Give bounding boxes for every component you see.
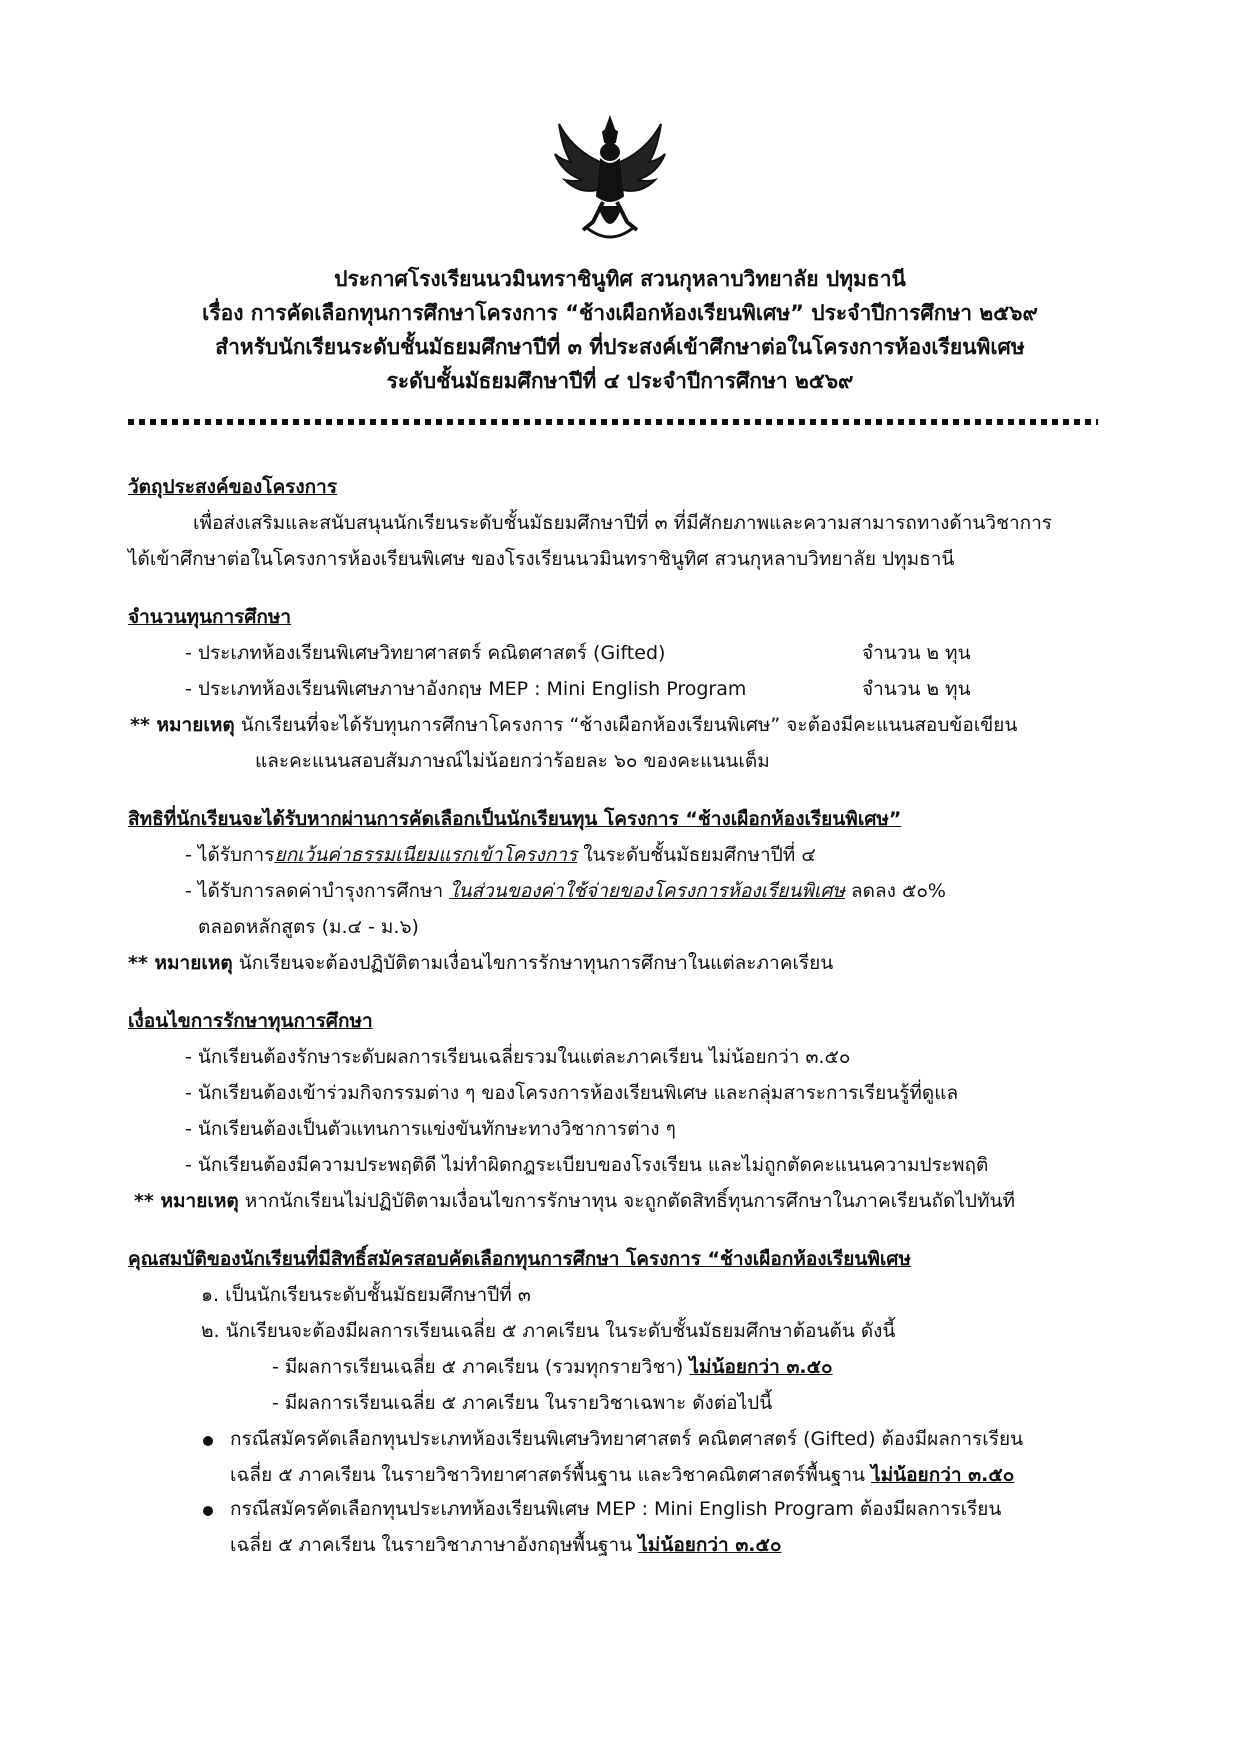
condition-item-1: - นักเรียนต้องรักษาระดับผลการเรียนเฉลี่ยรวมในแต่ละภาคเรียน ไม่น้อยกว่า ๓.๕๐ (185, 1046, 851, 1068)
header-line-4: ระดับชั้นมัธยมศึกษาปีที่ ๔ ประจำปีการศึกษา ๒๕๖๙ (386, 369, 854, 393)
qualification-bullet-2-pre: เฉลี่ย ๕ ภาคเรียน ในรายวิชาภาษาอังกฤษพื้นฐาน (230, 1534, 639, 1556)
note-label: ** หมายเหตุ (130, 714, 235, 736)
rights-note (128, 950, 833, 976)
rights-item-1 (185, 842, 816, 868)
scholarships-heading: จำนวนทุนการศึกษา (128, 606, 292, 628)
qualification-bullet-2-line-2 (230, 1532, 782, 1558)
header-line-3: สำหรับนักเรียนระดับชั้นมัธยมศึกษาปีที่ ๓ ที่ประสงค์เข้าศึกษาต่อในโครงการห้องเรียนพิเศษ (215, 335, 1025, 359)
qualification-sub-1 (272, 1354, 833, 1380)
rights-heading: สิทธิที่นักเรียนจะได้รับหากผ่านการคัดเลือกเป็นนักเรียนทุน โครงการ “ช้างเผือกห้องเรียนพิเศษ” (128, 808, 902, 830)
qualification-item-2: ๒. นักเรียนจะต้องมีผลการเรียนเฉลี่ย ๕ ภาคเรียน ในระดับชั้นมัธยมศึกษาต้อนต้น ดังนี้ (201, 1320, 896, 1342)
qualification-bullet-1-line-2 (230, 1462, 1014, 1488)
bullet-icon (203, 1436, 213, 1446)
condition-item-2: - นักเรียนต้องเข้าร่วมกิจกรรมต่าง ๆ ของโครงการห้องเรียนพิเศษ และกลุ่มสาระการเรียนรู้ที่ดูแล (185, 1082, 959, 1104)
scholarships-note-line-2: และคะแนนสอบสัมภาษณ์ไม่น้อยกว่าร้อยละ ๖๐ ของคะแนนเต็ม (255, 750, 770, 772)
conditions-heading: เงื่อนไขการรักษาทุนการศึกษา (128, 1010, 373, 1032)
rights-item-2-pre: - ได้รับการลดค่าบำรุงการศึกษา (185, 880, 450, 902)
qualification-item-1: ๑. เป็นนักเรียนระดับชั้นมัธยมศึกษาปีที่ ๓ (201, 1284, 531, 1306)
bullet-icon (203, 1506, 213, 1516)
scholarship-item-gifted: - ประเภทห้องเรียนพิเศษวิทยาศาสตร์ คณิตศาสตร์ (Gifted) (185, 642, 666, 664)
note-text: นักเรียนที่จะได้รับทุนการศึกษาโครงการ “ช้างเผือกห้องเรียนพิเศษ” จะต้องมีคะแนนสอบข้อเขียน (234, 714, 1018, 736)
note-label: ** หมายเหตุ (134, 1190, 239, 1212)
note-text: นักเรียนจะต้องปฏิบัติตามเงื่อนไขการรักษาทุนการศึกษาในแต่ละภาคเรียน (232, 952, 834, 974)
rights-item-2-line-2: ตลอดหลักสูตร (ม.๔ - ม.๖) (198, 916, 419, 938)
qualification-bullet-1-line-1: กรณีสมัครคัดเลือกทุนประเภทห้องเรียนพิเศษวิทยาศาสตร์ คณิตศาสตร์ (Gifted) ต้องมีผลการเรียน (230, 1428, 1024, 1450)
qualification-bullet-1-emphasis: ไม่น้อยกว่า ๓.๕๐ (871, 1464, 1015, 1486)
header-line-1: ประกาศโรงเรียนนวมินทราชินูทิศ สวนกุหลาบวิทยาลัย ปทุมธานี (334, 267, 906, 291)
rights-item-2 (185, 878, 946, 904)
objective-line-2: ได้เข้าศึกษาต่อในโครงการห้องเรียนพิเศษ ของโรงเรียนนวมินทราชินูทิศ สวนกุหลาบวิทยาลัย ปทุมธานี (128, 548, 955, 570)
rights-item-1-emphasis: ยกเว้นค่าธรรมเนียมแรกเข้าโครงการ (274, 844, 578, 866)
note-text: หากนักเรียนไม่ปฏิบัติตามเงื่อนไขการรักษาทุน จะถูกตัดสิทธิ์ทุนการศึกษาในภาคเรียนถัดไปทันที (238, 1190, 1016, 1212)
rights-item-2-emphasis: ในส่วนของค่าใช้จ่ายของโครงการห้องเรียนพิเศษ (449, 880, 845, 902)
objective-heading: วัตถุประสงค์ของโครงการ (128, 476, 338, 498)
qualification-sub-2: - มีผลการเรียนเฉลี่ย ๕ ภาคเรียน ในรายวิชาเฉพาะ ดังต่อไปนี้ (272, 1392, 773, 1414)
scholarship-count-gifted: จำนวน ๒ ทุน (862, 642, 971, 664)
qualification-bullet-2-line-1: กรณีสมัครคัดเลือกทุนประเภทห้องเรียนพิเศษ MEP : Mini English Program ต้องมีผลการเรียน (230, 1498, 1002, 1520)
condition-item-4: - นักเรียนต้องมีความประพฤติดี ไม่ทำผิดกฎระเบียบของโรงเรียน และไม่ถูกตัดคะแนนความประพฤติ (185, 1154, 989, 1176)
condition-item-3: - นักเรียนต้องเป็นตัวแทนการแข่งขันทักษะทางวิชาการต่าง ๆ (185, 1118, 676, 1140)
qualification-bullet-2-emphasis: ไม่น้อยกว่า ๓.๕๐ (638, 1534, 782, 1556)
rights-item-2-post: ลดลง ๕๐% (844, 880, 946, 902)
garuda-emblem-icon (553, 110, 668, 250)
scholarship-count-mep: จำนวน ๒ ทุน (862, 678, 971, 700)
rights-item-1-pre: - ได้รับการ (185, 844, 275, 866)
scholarships-note (130, 712, 1017, 738)
dotted-divider (128, 418, 1098, 426)
objective-line-1: เพื่อส่งเสริมและสนับสนุนนักเรียนระดับชั้นมัธยมศึกษาปีที่ ๓ ที่มีศักยภาพและความสามารถทางด้านวิชาการ (193, 512, 1053, 534)
qualifications-heading: คุณสมบัติของนักเรียนที่มีสิทธิ์สมัครสอบคัดเลือกทุนการศึกษา โครงการ “ช้างเผือกห้องเรียนพิเศษ (128, 1248, 911, 1270)
qualification-bullet-1-pre: เฉลี่ย ๕ ภาคเรียน ในรายวิชาวิทยาศาสตร์พื้นฐาน และวิชาคณิตศาสตร์พื้นฐาน (230, 1464, 872, 1486)
conditions-note (134, 1188, 1015, 1214)
scholarship-item-mep: - ประเภทห้องเรียนพิเศษภาษาอังกฤษ MEP : Mini English Program (185, 678, 747, 700)
rights-item-1-post: ในระดับชั้นมัธยมศึกษาปีที่ ๔ (577, 844, 816, 866)
announcement-header (120, 262, 1120, 398)
qualification-sub-1-pre: - มีผลการเรียนเฉลี่ย ๕ ภาคเรียน (รวมทุกรายวิชา) (272, 1356, 690, 1378)
note-label: ** หมายเหตุ (128, 952, 233, 974)
qualification-sub-1-emphasis: ไม่น้อยกว่า ๓.๕๐ (689, 1356, 833, 1378)
header-line-2: เรื่อง การคัดเลือกทุนการศึกษาโครงการ “ช้างเผือกห้องเรียนพิเศษ” ประจำปีการศึกษา ๒๕๖๙ (202, 301, 1038, 325)
